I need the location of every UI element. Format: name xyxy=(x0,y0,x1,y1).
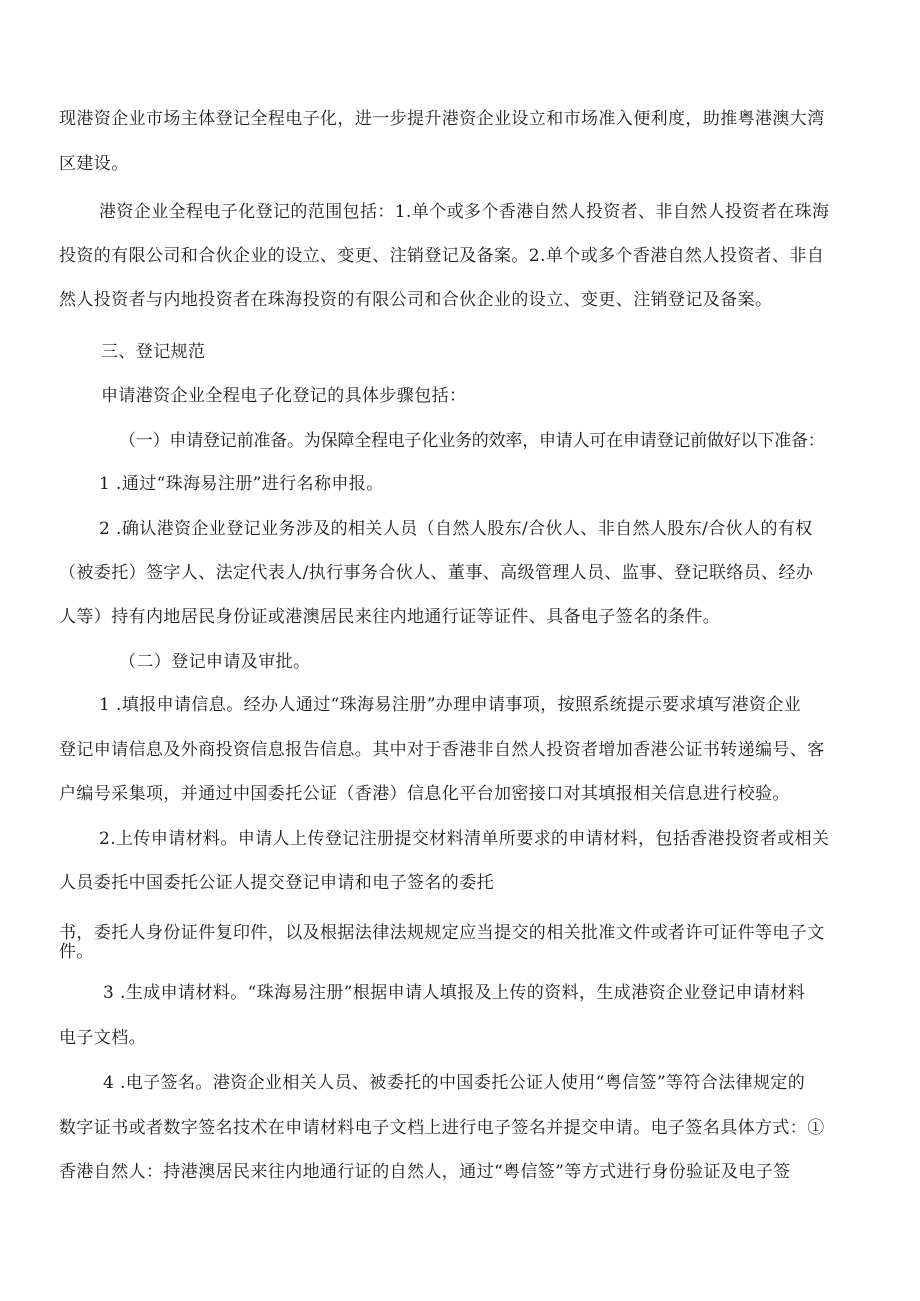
paragraph-intro-line-2: 区建设。 xyxy=(59,154,129,174)
item-confirm-persons-line-3: 人等）持有内地居民身份证或港澳居民来往内地通行证等证件、具备电子签名的条件。 xyxy=(59,607,721,627)
item-confirm-persons-line-1: 2 .确认港资企业登记业务涉及的相关人员（自然人股东/合伙人、非自然人股东/合伙人的有权 xyxy=(99,519,813,539)
paragraph-scope-line-3: 然人投资者与内地投资者在珠海投资的有限公司和合伙企业的设立、变更、注销登记及备案。 xyxy=(59,290,773,310)
item-generate-line-2: 电子文档。 xyxy=(59,1028,146,1048)
item-fill-info-line-3: 户编号采集项，并通过中国委托公证（香港）信息化平台加密接口对其填报相关信息进行校验。 xyxy=(59,784,790,804)
item-upload-line-4: 件。 xyxy=(59,942,94,962)
paragraph-intro-line-1: 现港资企业市场主体登记全程电子化，进一步提升港资企业设立和市场准入便利度，助推粤港澳大湾 xyxy=(59,109,825,129)
item-upload-line-2: 人员委托中国委托公证人提交登记申请和电子签名的委托 xyxy=(59,873,494,893)
item-confirm-persons-line-2: （被委托）签字人、法定代表人/执行事务合伙人、董事、高级管理人员、监事、登记联络员、经办 xyxy=(59,563,814,583)
paragraph-steps-intro: 申请港资企业全程电子化登记的具体步骤包括： xyxy=(101,386,467,406)
subheading-application: （二）登记申请及审批。 xyxy=(119,652,311,672)
item-esign-line-3: 香港自然人：持港澳居民来往内地通行证的自然人，通过“粤信签”等方式进行身份验证及电子签 xyxy=(59,1162,791,1182)
item-fill-info-line-2: 登记申请信息及外商投资信息报告信息。其中对于香港非自然人投资者增加香港公证书转递编号、客 xyxy=(59,740,825,760)
item-generate-line-1: 3 .生成申请材料。“珠海易注册”根据申请人填报及上传的资料，生成港资企业登记申请材料 xyxy=(103,983,806,1003)
subheading-preparation: （一）申请登记前准备。为保障全程电子化业务的效率，申请人可在申请登记前做好以下准备： xyxy=(119,431,825,451)
paragraph-scope-line-2: 投资的有限公司和合伙企业的设立、变更、注销登记及备案。2.单个或多个香港自然人投资者、非自 xyxy=(59,246,825,266)
item-upload-line-3: 书，委托人身份证件复印件，以及根据法律法规规定应当提交的相关批准文件或者许可证件等电子文 xyxy=(59,923,825,943)
item-fill-info-line-1: 1 .填报申请信息。经办人通过“珠海易注册”办理申请事项，按照系统提示要求填写港资企业 xyxy=(99,695,802,715)
section-heading: 三、登记规范 xyxy=(101,342,206,362)
item-esign-line-2: 数字证书或者数字签名技术在申请材料电子文档上进行电子签名并提交申请。电子签名具体方式：① xyxy=(59,1118,825,1138)
paragraph-scope-line-1: 港资企业全程电子化登记的范围包括：1.单个或多个香港自然人投资者、非自然人投资者在珠海 xyxy=(99,202,830,222)
item-upload-line-1: 2.上传申请材料。申请人上传登记注册提交材料清单所要求的申请材料，包括香港投资者或相关 xyxy=(99,829,830,849)
item-name-declaration: 1 .通过“珠海易注册”进行名称申报。 xyxy=(99,474,384,494)
item-esign-line-1: 4 .电子签名。港资企业相关人员、被委托的中国委托公证人使用“粤信签”等符合法律规定的 xyxy=(103,1073,806,1093)
